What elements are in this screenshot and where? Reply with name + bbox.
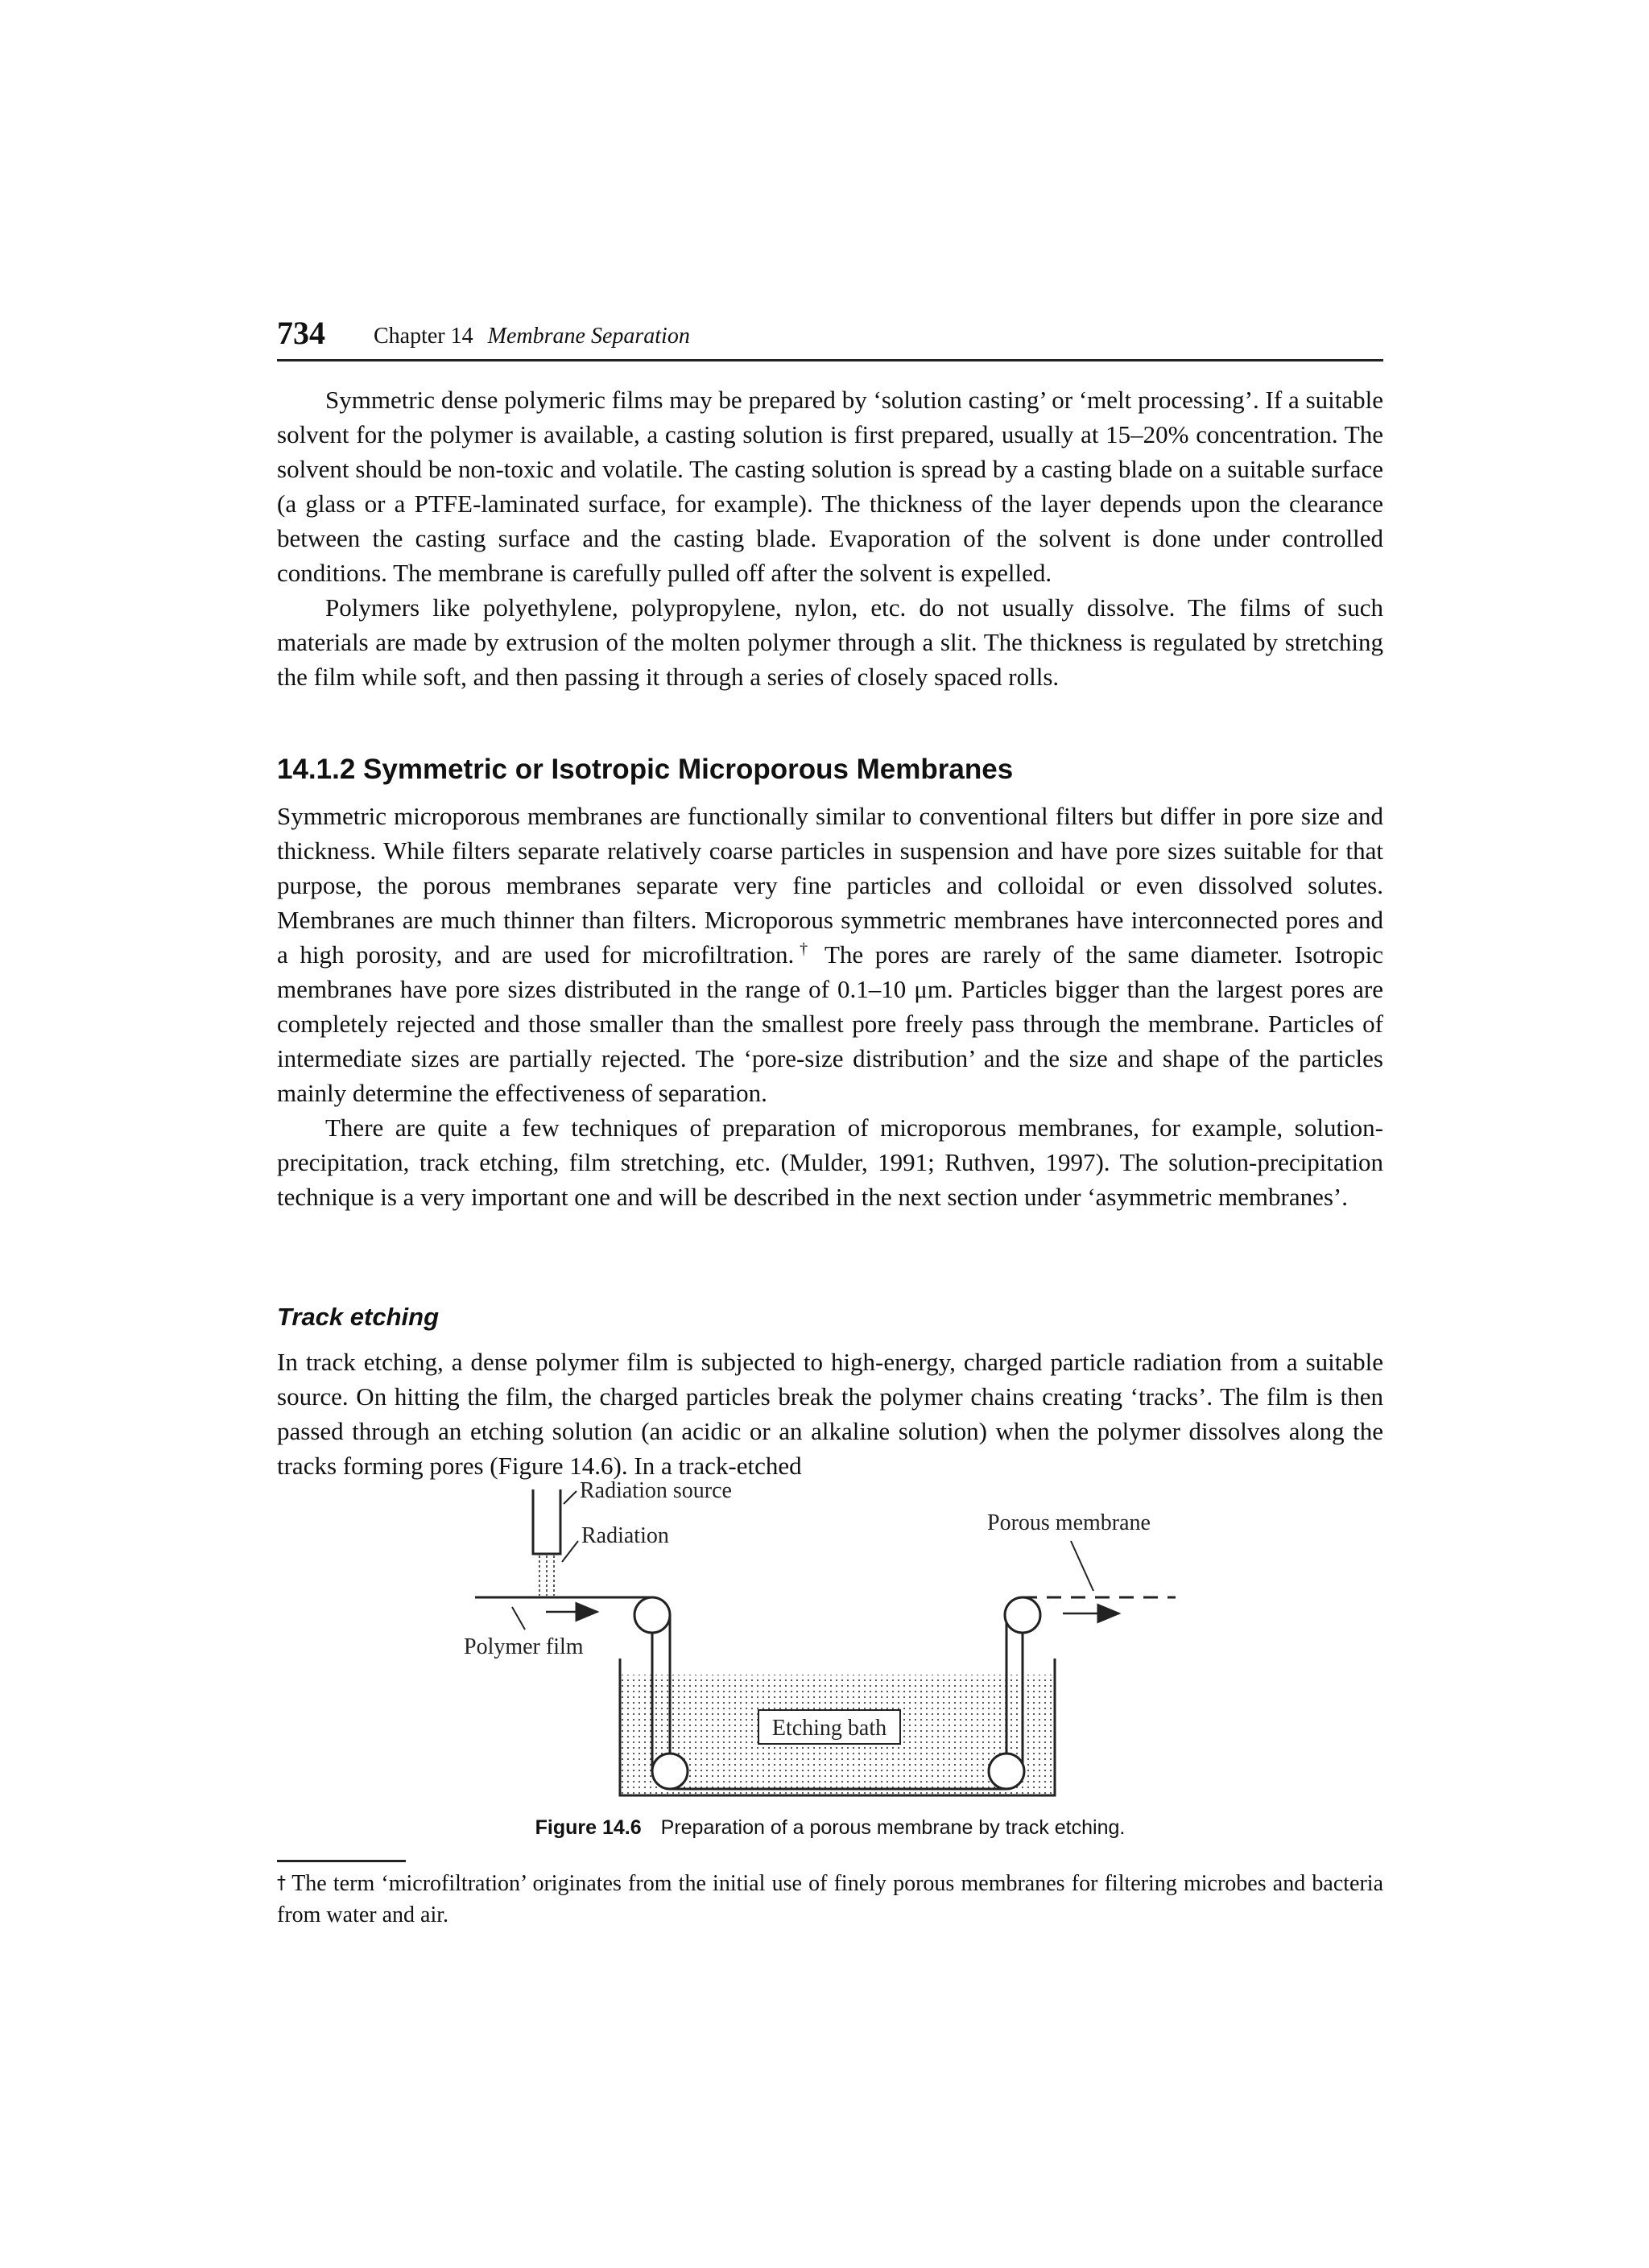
radiation-source-label: Radiation source — [580, 1481, 732, 1503]
paragraph-solution-casting: Symmetric dense polymeric films may be prepared by ‘solution casting’ or ‘melt processing’. If a suitable solvent for the polymer is available, a casting solution is first prepared, usually at 15–20% concentration. The solvent should be non-toxic and volatile. The casting solution is spread by a casting blade on a suitable surface (a glass or a PTFE-laminated surface, for example). The thickness of the layer depends upon the clearance between the casting surface and the casting blade. Evaporation of the solvent is done under controlled conditions. The membrane is carefully pulled off after the solvent is expelled. — [277, 386, 1383, 587]
subsection-track-etching — [277, 1303, 1383, 1483]
roller-entry — [634, 1597, 670, 1633]
paragraph-microporous-text-b: The pores are rarely of the same diameter. Isotropic membranes have pore sizes distributed in the range of 0.1–10 μm. Particles bigger than the largest pores are completely rejected and those smaller than the smallest pore freely pass through the membrane. Particles of intermediate sizes are partially rejected. The ‘pore-size distribution’ and the size and shape of the particles mainly determine the effectiveness of separation. — [277, 940, 1384, 1107]
radiation-source — [533, 1481, 732, 1596]
paragraph-track-etching: In track etching, a dense polymer film is subjected to high-energy, charged particle radiation from a suitable source. On hitting the film, the charged particles break the polymer chains creating ‘tracks’. The film is then passed through an etching solution (an acidic or an alkaline solution) when the polymer dissolves along the tracks forming pores (Figure 14.6). In a track-etched — [277, 1348, 1383, 1480]
footnote-text: The term ‘microfiltration’ originates from the initial use of finely porous membranes for filtering microbes and bacteria from water and air. — [277, 1871, 1383, 1927]
radiation-label: Radiation — [581, 1523, 669, 1548]
etching-bath-label: Etching bath — [771, 1716, 887, 1741]
caption-number: Figure 14.6 — [535, 1816, 642, 1839]
figure-caption — [277, 1816, 1383, 1840]
footnote-reference: † — [794, 940, 813, 958]
footnote-divider — [277, 1860, 406, 1862]
chapter-title: Membrane Separation — [487, 324, 690, 349]
intro-block — [277, 382, 1383, 694]
footnote — [277, 1868, 1383, 1931]
section-14-1-2 — [277, 754, 1383, 1214]
porous-membrane-label: Porous membrane — [987, 1510, 1151, 1535]
chapter-number: Chapter 14 — [374, 324, 473, 349]
paragraph-microporous — [277, 799, 1383, 1110]
section-heading: 14.1.2 Symmetric or Isotropic Microporous Membranes — [277, 754, 1014, 785]
roller-bath-left — [652, 1754, 688, 1789]
page-number: 734 — [277, 315, 325, 351]
polymer-film-label: Polymer film — [464, 1634, 584, 1659]
subsection-heading: Track etching — [277, 1303, 440, 1331]
paragraph-melt-processing: Polymers like polyethylene, polypropylene, nylon, etc. do not usually dissolve. The films of such materials are made by extrusion of the molten polymer through a slit. The thickness is regulated by stretching the film while soft, and then passing it through a series of closely spaced rolls. — [277, 593, 1383, 691]
paragraph-microporous-text-a: Symmetric microporous membranes are functionally similar to conventional filters but differ in pore size and thickness. While filters separate relatively coarse particles in suspension and have pore sizes suitable for that purpose, the porous membranes separate very fine particles and colloidal or even dissolved solutes. Membranes are much thinner than filters. Microporous symmetric membranes have interconnected pores and a high porosity, and are used for microfiltration. — [277, 802, 1383, 969]
footnote-mark: † — [277, 1873, 287, 1894]
running-head — [277, 312, 1383, 361]
film-labels — [464, 1510, 1151, 1659]
roller-exit — [1005, 1597, 1040, 1633]
roller-bath-right — [989, 1754, 1024, 1789]
track-etching-diagram — [435, 1481, 1208, 1836]
paragraph-preparation-techniques: There are quite a few techniques of preparation of microporous membranes, for example, solution-precipitation, track etching, film stretching, etc. (Mulder, 1991; Ruthven, 1997). The solution-precipitation technique is a very important one and will be described in the next section under ‘asymmetric membranes’. — [277, 1113, 1383, 1211]
caption-text: Preparation of a porous membrane by track etching. — [660, 1816, 1126, 1839]
figure-track-etching-diagram — [435, 1481, 1208, 1836]
chapter-label — [374, 324, 690, 349]
